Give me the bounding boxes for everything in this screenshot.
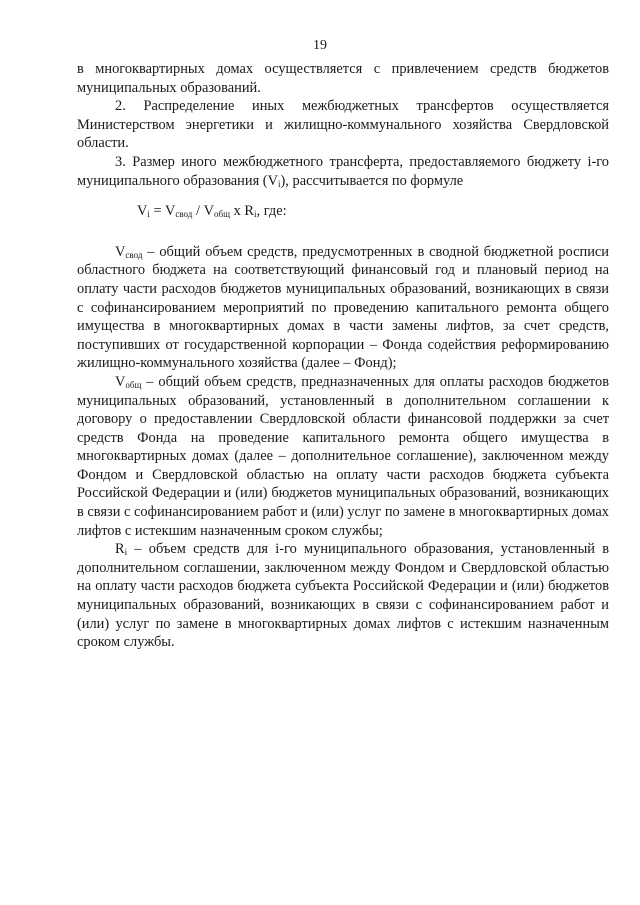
formula-v-sub: i — [147, 209, 150, 220]
formula-r-sub: i — [254, 209, 257, 220]
definition-r-subscript: i — [124, 547, 128, 558]
document-body — [77, 60, 609, 652]
paragraph-distribution: 2. Распределение иных межбюджетных трансфертов осуществляется Министерством энергетики и жилищно-коммунального хозяйства Свердловской области. — [77, 98, 609, 152]
formula — [77, 202, 609, 221]
definition-svod-subscript: свод — [125, 249, 143, 260]
definition-v-svod — [77, 243, 609, 373]
page-number: 19 — [313, 38, 327, 53]
formula-obsch-sub: общ — [213, 209, 230, 220]
definition-r-text: – объем средств для i-го муниципального образования, установленный в дополнительном соглашении, заключенном между Фондом и Свердловской областью на оплату части расходов бюджета субъекта Российской Федерации и (или) бюджетов муниципальных образований, возникающих в связи с софинансированием работ и (или) услуг по замене в многоквартирных домах лифтов с истекшим назначенным сроком службы. — [77, 541, 609, 651]
transfer-size-text-end: ), рассчитывается по формуле — [280, 172, 464, 189]
formula-times: x R — [230, 203, 254, 220]
definition-obsch-subscript: общ — [125, 379, 142, 390]
transfer-size-text: 3. Размер иного межбюджетного трансферта, предоставляемого бюджету i-го муниципального образования (V — [77, 153, 609, 189]
formula-v: V — [137, 203, 148, 220]
formula-tail: , где: — [256, 203, 287, 220]
definition-r-i — [77, 540, 609, 652]
definition-obsch-text: – общий объем средств, предназначенных для оплаты расходов бюджетов муниципальных образований, установленный в дополнительном соглашении к договору о предоставлении Свердловской области финансовой поддержки за счет средств Фонда на проведение капитального ремонта общего имущества в многоквартирных домах (далее – дополнительное соглашение), заключенном между Фондом и Свердловской областью на оплату части расходов бюджета субъекта Российской Федерации и (или) бюджетов муниципальных образований, возникающих в связи с софинансированием работ и (или) услуг по замене в многоквартирных домах лифтов с истекшим назначенным сроком службы; — [77, 373, 609, 539]
formula-svod-sub: свод — [175, 209, 193, 220]
definition-svod-text: – общий объем средств, предусмотренных в сводной бюджетной росписи областного бюджета на соответствующий финансовый год и плановый период на оплату части расходов бюджетов муниципальных образований, возникающих в связи с софинансированием мероприятий по проведению капитального ремонта общего имущества в многоквартирных домах в части замены лифтов, за счет средств, поступивших от государственной корпорации – Фонда содействия реформированию жилищно-коммунального хозяйства (далее – Фонд); — [77, 243, 609, 372]
definition-v-obsch — [77, 373, 609, 540]
paragraph-continuation: в многоквартирных домах осуществляется с привлечением средств бюджетов муниципальных образований. — [77, 61, 609, 96]
paragraph-transfer-size — [77, 153, 609, 190]
definition-r-symbol: R — [115, 541, 125, 558]
transfer-size-subscript: i — [278, 178, 281, 189]
formula-eq: = V — [149, 203, 176, 220]
definition-svod-symbol: V — [115, 243, 126, 260]
formula-div: / V — [192, 203, 214, 220]
definition-obsch-symbol: V — [115, 373, 126, 390]
